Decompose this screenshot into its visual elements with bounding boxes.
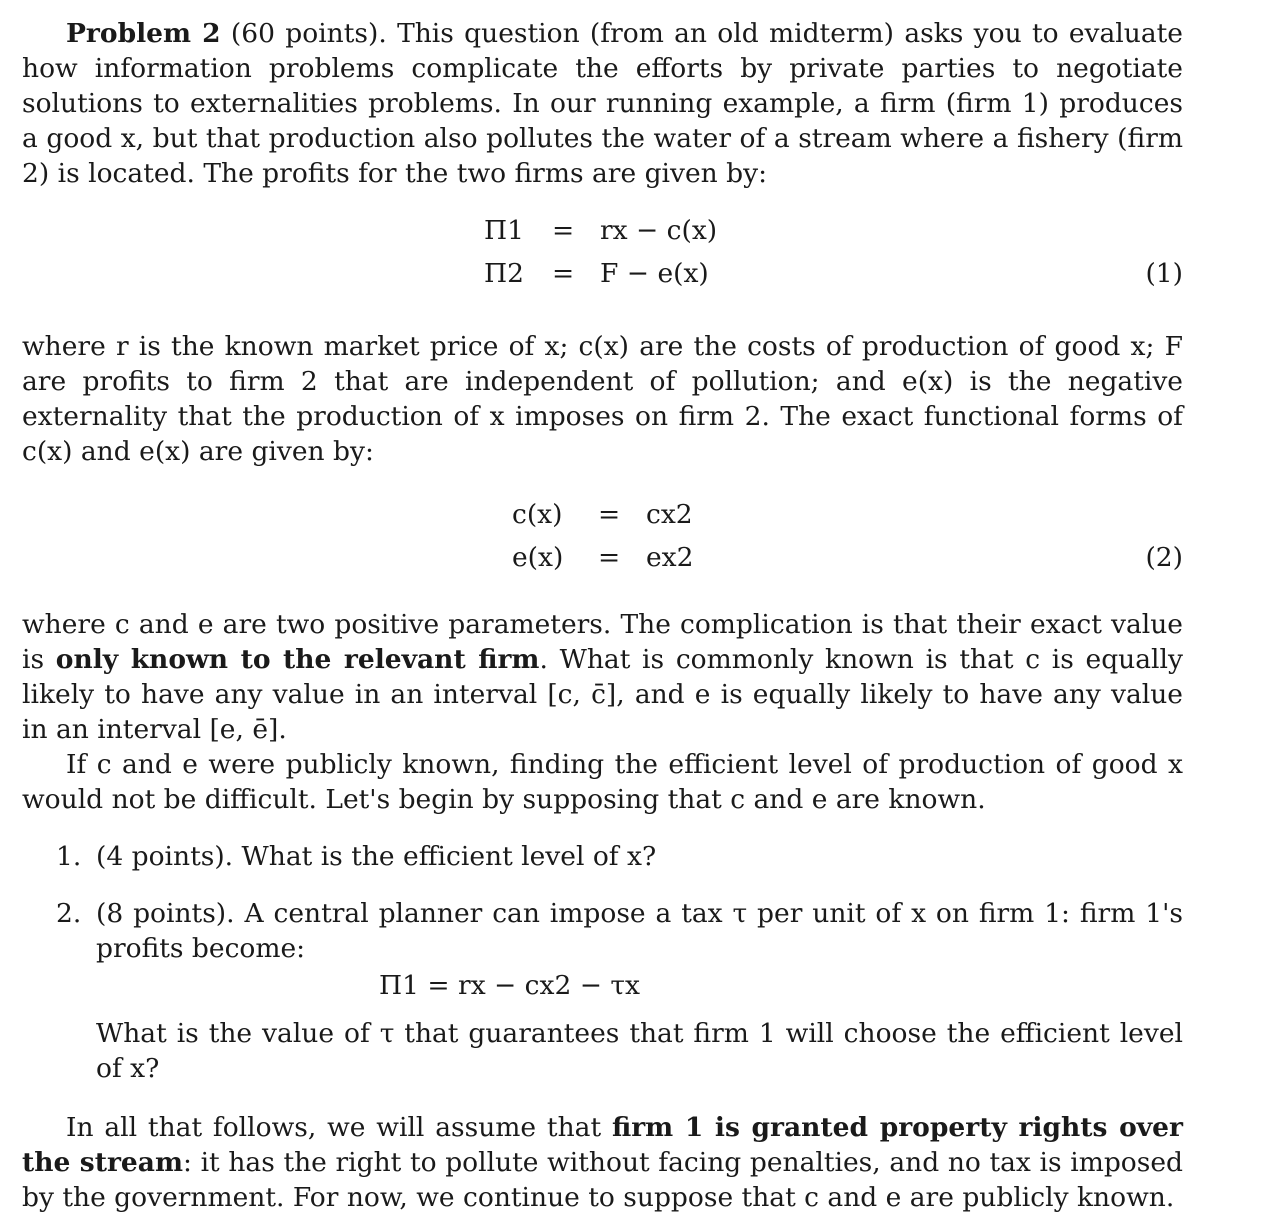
- intro-paragraph: [22, 16, 1183, 191]
- para5-bold: firm 1 is granted property rights over the stream: [22, 1112, 1183, 1178]
- eq1-row2-lhs: Π2: [484, 258, 524, 289]
- eq2-row2-rel: =: [598, 542, 621, 573]
- item-2-text: (8 points). A central planner can impose a tax τ per unit of x on firm 1: firm 1's profits become:: [96, 898, 1183, 964]
- eq1-row2-rel: =: [552, 258, 575, 289]
- eq2-number: (2): [1145, 542, 1183, 573]
- eq2-row2-lhs: e(x): [512, 542, 564, 573]
- problem-heading: Problem 2: [66, 18, 221, 49]
- intro-text: This question (from an old midterm) asks you to evaluate how information problems complicate the efforts by private parties to negotiate solutions to externalities problems. In our running example, a firm (firm 1) produces a good x, but that production also pollutes the water of a stream where a fishery (firm 2) is located. The profits for the two firms are given by:: [22, 18, 1183, 189]
- eq2-row1-rhs: cx2: [646, 499, 693, 530]
- equation-2: [22, 495, 1183, 587]
- paragraph-2: where r is the known market price of x; c(x) are the costs of production of good x; F are profits to firm 2 that are independent of pollution; and e(x) is the negative externality that the production of x imposes on firm 2. The exact functional forms of c(x) and e(x) are given by:: [22, 331, 1183, 467]
- para3-bold: only known to the relevant firm: [55, 644, 540, 675]
- para3-text-a: where c and e are two positive parameters. The complication is that their exact value is: [22, 609, 1183, 675]
- item-2-equation: Π1 = rx − cx2 − τx: [379, 970, 640, 1001]
- item-1-text: (4 points). What is the efficient level of x?: [96, 841, 657, 872]
- eq1-number: (1): [1145, 258, 1183, 289]
- paragraph-3: [22, 607, 1183, 747]
- equation-1: [22, 211, 1183, 303]
- eq2-row1-lhs: c(x): [512, 499, 563, 530]
- paragraph-4: If c and e were publicly known, finding the efficient level of production of good x would not be difficult. Let's begin by supposing that c and e are known.: [22, 749, 1183, 815]
- problem-page: [22, 16, 1183, 1215]
- para5-text-a: In all that follows, we will assume that: [66, 1112, 602, 1143]
- item-2-number: 2.: [56, 898, 82, 929]
- item-2-followup: What is the value of τ that guarantees that firm 1 will choose the efficient level of x?: [96, 1018, 1183, 1084]
- eq1-row1-rel: =: [552, 215, 575, 246]
- problem-points: (60 points).: [230, 18, 387, 49]
- eq1-row2-rhs: F − e(x): [600, 258, 709, 289]
- eq2-row2-rhs: ex2: [646, 542, 694, 573]
- eq1-row1-rhs: rx − c(x): [600, 215, 718, 246]
- paragraph-5: [22, 1110, 1183, 1215]
- para3-text-b: . What is commonly known is that c is equally likely to have any value in an interval [c, c̄], and e is equally likely to have any value in an interval [e, ē].: [22, 644, 1183, 745]
- para5-text-b: : it has the right to pollute without facing penalties, and no tax is imposed by the government. For now, we continue to suppose that c and e are publicly known.: [22, 1147, 1183, 1213]
- eq2-row1-rel: =: [598, 499, 621, 530]
- list-item-2: [22, 896, 1183, 1086]
- eq1-row1-lhs: Π1: [484, 215, 524, 246]
- item-1-number: 1.: [56, 841, 82, 872]
- list-item-1: [22, 839, 1183, 874]
